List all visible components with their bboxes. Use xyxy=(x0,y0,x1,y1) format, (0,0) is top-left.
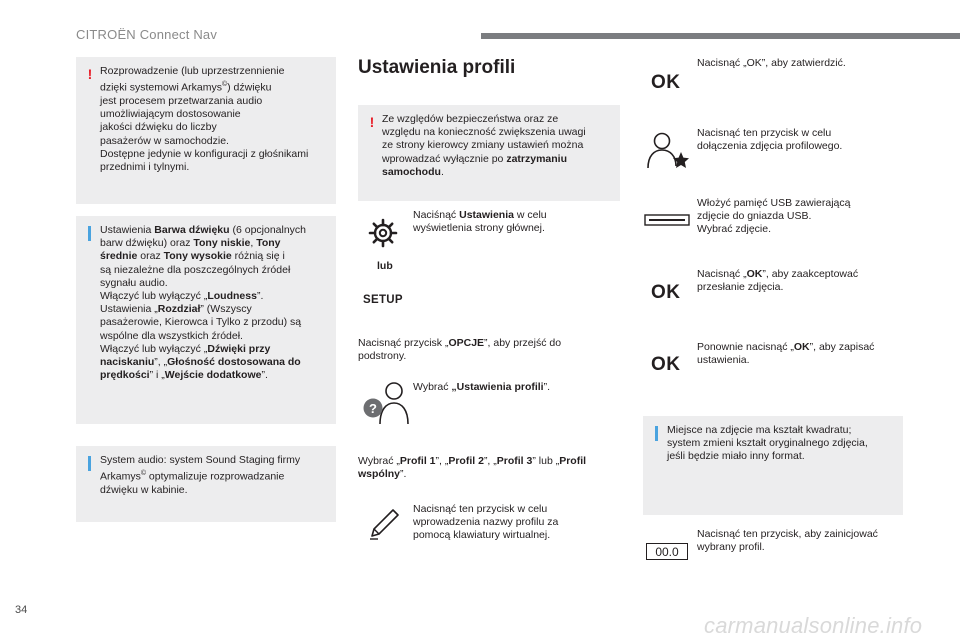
step-select-profile-settings: Wybrać „Ustawienia profili”. xyxy=(413,381,551,393)
info-note-sound-staging: System audio: system Sound Staging firmy Arkamys© optymalizuje rozprowadzanie dźwięku w kabinie. xyxy=(76,446,336,522)
note-line: jakości dźwięku do liczby xyxy=(100,121,217,134)
header-bar xyxy=(481,33,960,39)
step-insert-usb: Włożyć pamięć USB zawierającą zdjęcie do gniazda USB. Wybrać zdjęcie. xyxy=(697,197,851,236)
step-save-settings: Ponownie nacisnąć „OK”, aby zapisać ustawienia. xyxy=(697,341,875,367)
or-label: lub xyxy=(377,260,393,272)
setup-button[interactable]: SETUP xyxy=(363,294,403,306)
pencil-icon[interactable] xyxy=(366,506,402,542)
step-choose-profile: Wybrać „Profil 1”, „Profil 2”, „Profil 3” lub „Profil wspólny”. xyxy=(358,455,587,481)
step-enter-name: Nacisnąć ten przycisk w celu wprowadzenia nazwy profilu za pomocą klawiatury wirtualnej. xyxy=(413,503,559,542)
note-line: Dostępne jedynie w konfiguracji z głośnikami xyxy=(100,147,309,160)
warning-icon: ! xyxy=(369,114,375,130)
info-icon xyxy=(88,456,91,471)
info-note-photo-shape: Miejsce na zdjęcie ma kształt kwadratu; system zmieni kształt oryginalnego zdjęcia, jeśli będzie miało inny format. xyxy=(643,416,903,515)
note-line: umożliwiającym dostosowanie xyxy=(100,108,241,121)
ok-button[interactable]: OK xyxy=(651,72,681,93)
note-line: jest procesem przetwarzania audio xyxy=(100,94,263,107)
warning-note-safety: ! Ze względów bezpieczeństwa oraz ze względu na konieczność zwiększenia uwagi ze strony kierowcy zmiany ustawień można wprowadzać wyłącznie po zatrzymaniu samochodu. xyxy=(358,105,620,201)
add-profile-photo-icon[interactable] xyxy=(644,130,690,170)
warning-icon: ! xyxy=(87,66,93,82)
step-reset-profile: Nacisnąć ten przycisk, aby zainicjować wybrany profil. xyxy=(697,528,878,554)
reset-profile-button[interactable]: 00.0 xyxy=(646,543,688,560)
info-icon xyxy=(655,426,658,441)
header-title: CITROËN Connect Nav xyxy=(76,27,218,42)
note-line: pasażerów w samochodzie. xyxy=(100,134,229,147)
info-icon xyxy=(88,226,91,241)
step-settings-text: Naciśnąć Ustawienia w celu wyświetlenia strony głównej. xyxy=(413,209,547,235)
svg-text:?: ? xyxy=(369,401,377,416)
info-note-sound-settings: Ustawienia Barwa dźwięku (6 opcjonalnych barw dźwięku) oraz Tony niskie, Tony średnie oraz Tony wysokie różnią się i są niezależne dla poszczególnych źródeł sygnału audio. Włączyć lub wyłączyć „Loudness”. Ustawienia „Rozdział” (Wszyscy pasażerowie, Kierowca i Tylko z przodu) są wspólne dla wszystkich źródeł. Włączyć lub wyłączyć „Dźwięki przy naciskaniu”, „Głośność dostosowana do prędkości” i „Wejście dodatkowe”. xyxy=(76,216,336,424)
watermark: carmanualsonline.info xyxy=(704,613,923,638)
step-options-text: Nacisnąć przycisk „OPCJE”, aby przejść do podstrony. xyxy=(358,337,562,363)
note-line: dzięki systemowi Arkamys©) dźwięku xyxy=(100,81,272,94)
step-attach-photo: Nacisnąć ten przycisk w celu dołączenia zdjęcia profilowego. xyxy=(697,127,843,153)
gear-icon[interactable] xyxy=(368,218,398,248)
ok-button[interactable]: OK xyxy=(651,354,681,375)
step-confirm-ok: Nacisnąć „OK”, aby zatwierdzić. xyxy=(697,57,846,69)
warning-note-spatialisation xyxy=(76,57,336,204)
page-number: 34 xyxy=(15,604,28,616)
profile-question-icon[interactable] xyxy=(360,378,412,428)
ok-button[interactable]: OK xyxy=(651,282,681,303)
note-line: przednimi i tylnymi. xyxy=(100,160,190,173)
usb-slot-icon xyxy=(644,214,690,226)
note-line: Rozprowadzenie (lub uprzestrzennienie xyxy=(100,65,285,77)
section-title: Ustawienia profili xyxy=(358,57,516,78)
step-accept-upload: Nacisnąć „OK”, aby zaakceptować przesłanie zdjęcia. xyxy=(697,268,859,294)
